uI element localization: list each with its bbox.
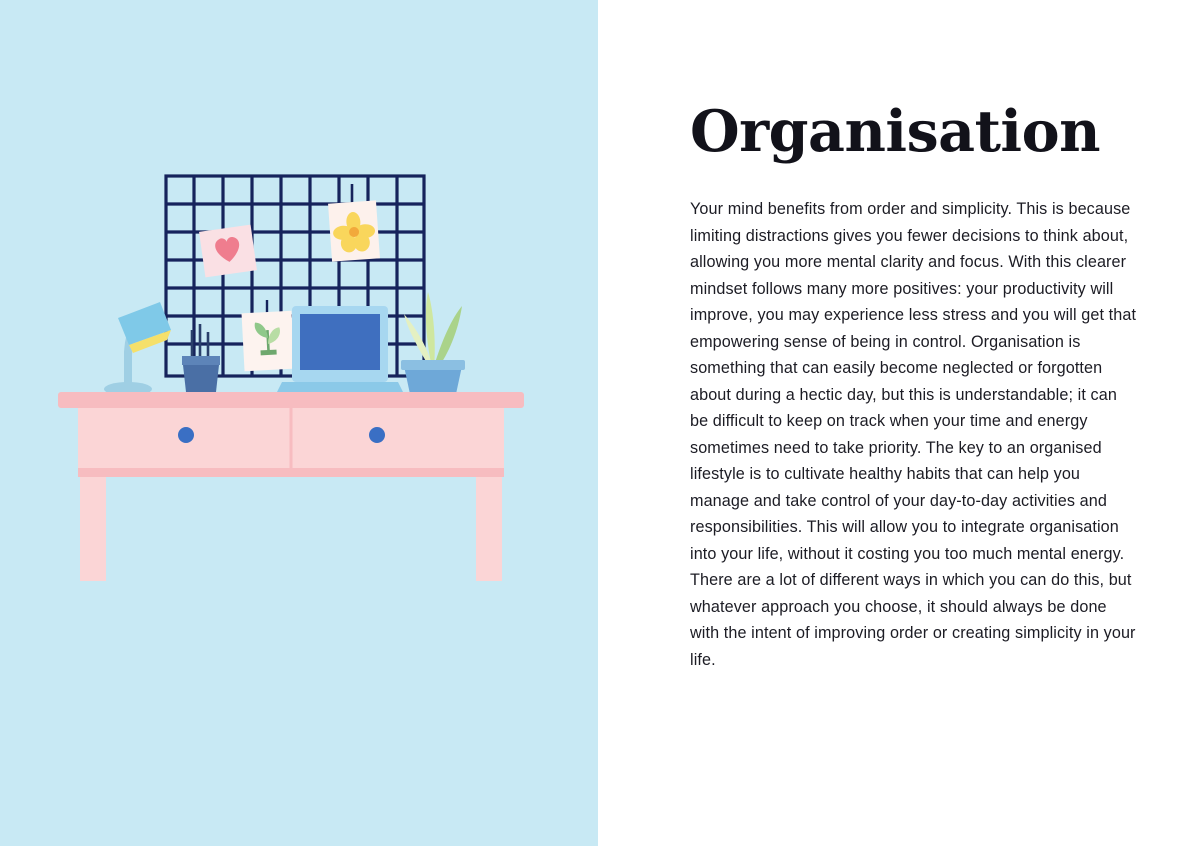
pinned-note-heart-icon [199,225,257,278]
pencil-cup-icon [182,324,220,392]
desk-lamp-icon [104,302,171,396]
pinned-note-plant-icon [242,300,295,371]
pink-desk-icon [58,392,524,581]
pinned-note-flower-icon [328,184,380,262]
chapter-body-text: Your mind benefits from order and simplicity. This is because limiting distractions gives you fewer decisions to think about, allowing you more mental clarity and focus. With this clearer mindset follows many more positives: your productivity will improve, you may experience less stress and you will get that empowering sense of being in control. Organisation is something that can easily become neglected or forgotten about during a hectic day, but this is understandable; it can be difficult to keep on track when your time and energy sometimes need to take priority. The key to an organised lifestyle is to cultivate healthy habits that can help you manage and take control of your day-to-day activities and responsibilities. This will allow you to integrate organisation into your life, without it costing you too much mental energy. There are a lot of different ways in which you can do this, but whatever approach you choose, it should always be done with the intent of improving order or creating simplicity in your life. [690,200,1137,669]
page-title: Organisation [690,98,1101,165]
desk-workspace-illustration [0,0,598,846]
laptop-icon [276,306,404,394]
text-panel [598,0,1200,846]
illustration-panel [0,0,598,846]
